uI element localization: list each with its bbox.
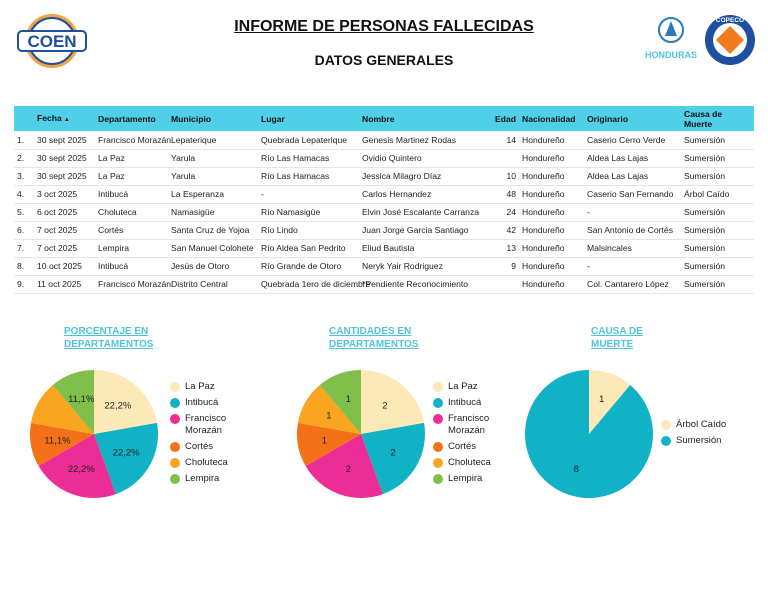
table-cell: *Pendiente Reconocimiento	[359, 275, 487, 293]
table-cell: 30 sept 2025	[34, 149, 95, 167]
table-header-row	[14, 106, 754, 131]
sort-ascending-icon[interactable]: ▲	[63, 116, 70, 123]
pie-slice[interactable]	[525, 370, 653, 498]
legend-swatch	[170, 442, 180, 452]
table-cell: 3 oct 2025	[34, 185, 95, 203]
legend-item[interactable]	[170, 473, 245, 485]
table-cell: Río Grande de Otoro	[258, 257, 359, 275]
legend-swatch	[433, 414, 443, 424]
table-cell: 7 oct 2025	[34, 239, 95, 257]
table-cell: Intibucá	[95, 257, 168, 275]
table-cell: Yarula	[168, 149, 258, 167]
col-lugar[interactable]: Lugar	[261, 113, 285, 124]
pie-data-label: 11,1%	[68, 394, 95, 406]
chart1-legend	[170, 381, 245, 489]
table-cell: Namasigüe	[168, 203, 258, 221]
table-cell: Sumersión	[681, 203, 754, 221]
table-cell: Hondureño	[519, 203, 584, 221]
chart1-title: PORCENTAJE EN DEPARTAMENTOS	[64, 326, 154, 350]
table-cell: 9.	[14, 275, 34, 293]
legend-label: Cortés	[448, 441, 476, 452]
chart2-title: CANTIDADES EN DEPARTAMENTOS	[329, 326, 419, 350]
table-cell: Hondureño	[519, 167, 584, 185]
table-cell: 7.	[14, 239, 34, 257]
legend-label: Francisco Morazán	[448, 413, 490, 436]
table-cell: 14	[487, 131, 519, 149]
legend-item[interactable]	[170, 413, 245, 437]
table-body	[14, 131, 754, 293]
table-cell: Ovidio Quintero	[359, 149, 487, 167]
legend-item[interactable]	[433, 457, 508, 469]
table-cell: Río Las Hamacas	[258, 167, 359, 185]
table-cell: Sumersión	[681, 239, 754, 257]
table-cell: Cortés	[95, 221, 168, 239]
legend-swatch	[433, 382, 443, 392]
table-cell: Intibucá	[95, 185, 168, 203]
legend-swatch	[433, 398, 443, 408]
col-nombre[interactable]: Nombre	[362, 113, 395, 124]
legend-swatch	[170, 382, 180, 392]
report-subtitle: DATOS GENERALES	[314, 52, 454, 68]
col-originario[interactable]: Originario	[587, 113, 629, 124]
table-cell: Árbol Caído	[681, 185, 754, 203]
table-cell: 11 oct 2025	[34, 275, 95, 293]
table-cell: Caserio Cerro Verde	[584, 131, 681, 149]
pie-data-label: 1	[599, 394, 605, 406]
legend-item[interactable]	[661, 419, 736, 431]
legend-item[interactable]	[170, 397, 245, 409]
pie-data-label: 2	[390, 447, 396, 459]
table-cell: 3.	[14, 167, 34, 185]
legend-label: Lempira	[448, 473, 483, 484]
col-municipio[interactable]: Municipio	[171, 113, 212, 124]
table-cell: Col. Cantarero López	[584, 275, 681, 293]
legend-label: Choluteca	[448, 457, 491, 468]
table-cell: 4.	[14, 185, 34, 203]
legend-swatch	[433, 458, 443, 468]
legend-label: La Paz	[448, 381, 478, 392]
table-cell: 24	[487, 203, 519, 221]
table-cell: Hondureño	[519, 185, 584, 203]
legend-item[interactable]	[433, 381, 508, 393]
table-cell: 48	[487, 185, 519, 203]
table-row[interactable]	[14, 257, 754, 275]
legend-item[interactable]	[433, 473, 508, 485]
table-cell: San Manuel Colohete	[168, 239, 258, 257]
table-cell: Francisco Morazán	[95, 131, 168, 149]
table-cell: Carlos Hernandez	[359, 185, 487, 203]
pie-data-label: 22,2%	[104, 400, 132, 412]
pie-data-label: 1	[345, 394, 351, 406]
table-cell: 10	[487, 167, 519, 185]
table-cell: Quebrada 1ero de diciembre	[258, 275, 359, 293]
table-cell: Sumersión	[681, 149, 754, 167]
table-cell: -	[584, 203, 681, 221]
table-cell: Juan Jorge Garcia Santiago	[359, 221, 487, 239]
legend-item[interactable]	[170, 441, 245, 453]
table-cell	[487, 275, 519, 293]
legend-label: La Paz	[185, 381, 215, 392]
table-cell: 30 sept 2025	[34, 167, 95, 185]
table-cell: 6.	[14, 221, 34, 239]
table-cell: Sumersión	[681, 131, 754, 149]
coen-logo-text: COEN	[27, 32, 77, 51]
table-cell: La Esperanza	[168, 185, 258, 203]
table-row[interactable]	[14, 131, 754, 149]
table-cell: Hondureño	[519, 149, 584, 167]
table-cell: Sumersión	[681, 275, 754, 293]
chart3-legend	[661, 419, 736, 451]
legend-swatch	[170, 414, 180, 424]
pie-slice[interactable]	[361, 370, 424, 434]
table-row[interactable]	[14, 221, 754, 239]
table-cell: Río Namasigüe	[258, 203, 359, 221]
table-cell: Río Lindo	[258, 221, 359, 239]
table-cell: Sumersión	[681, 257, 754, 275]
legend-label: Cortés	[185, 441, 213, 452]
pie-data-label: 8	[573, 463, 579, 475]
table-cell: La Paz	[95, 149, 168, 167]
table-cell: 30 sept 2025	[34, 131, 95, 149]
table-cell: Sumersión	[681, 221, 754, 239]
table-cell: Yarula	[168, 167, 258, 185]
table-cell: Genesis Martinez Rodas	[359, 131, 487, 149]
table-cell: Hondureño	[519, 239, 584, 257]
table-cell: 2.	[14, 149, 34, 167]
legend-swatch	[170, 474, 180, 484]
table-cell: Caserio San Fernando	[584, 185, 681, 203]
table-cell: Hondureño	[519, 221, 584, 239]
table-cell: Lepaterique	[168, 131, 258, 149]
pie-data-label: 1	[321, 435, 328, 447]
legend-swatch	[661, 436, 671, 446]
quantity-pie-chart	[295, 368, 427, 500]
table-cell: Jesús de Otoro	[168, 257, 258, 275]
report-title: INFORME DE PERSONAS FALLECIDAS	[234, 18, 534, 35]
table-row[interactable]	[14, 275, 754, 293]
table-cell: Hondureño	[519, 131, 584, 149]
legend-item[interactable]	[433, 413, 508, 437]
table-row[interactable]	[14, 149, 754, 167]
pie-data-label: 11,1%	[44, 435, 71, 447]
pie-data-label: 22,2%	[112, 447, 140, 459]
pie-data-label: 1	[326, 410, 332, 422]
table-cell: Malsincales	[584, 239, 681, 257]
table-cell: 9	[487, 257, 519, 275]
chart2-legend	[433, 381, 508, 489]
table-cell: Hondureño	[519, 257, 584, 275]
table-cell: 6 oct 2025	[34, 203, 95, 221]
col-index	[14, 106, 34, 131]
legend-label: Choluteca	[185, 457, 228, 468]
table-cell: Quebrada Lepaterique	[258, 131, 359, 149]
col-fecha[interactable]: Fecha ▲	[37, 112, 70, 123]
col-departamento[interactable]: Departamento	[98, 113, 156, 124]
table-cell: Eliud Bautista	[359, 239, 487, 257]
table-cell: La Paz	[95, 167, 168, 185]
legend-label: Intibucá	[448, 397, 482, 408]
table-cell: Distrito Central	[168, 275, 258, 293]
copeco-logo-text: COPECO	[715, 17, 745, 24]
legend-label: Intibucá	[185, 397, 219, 408]
legend-label: Lempira	[185, 473, 220, 484]
legend-label: Árbol Caído	[676, 419, 727, 430]
percentage-pie-chart	[28, 368, 160, 500]
table-cell: 10 oct 2025	[34, 257, 95, 275]
legend-swatch	[433, 442, 443, 452]
table-cell: 42	[487, 221, 519, 239]
cause-pie-chart	[523, 368, 655, 500]
table-cell: Aldea Las Lajas	[584, 167, 681, 185]
col-nacionalidad[interactable]: Nacionalidad	[522, 113, 576, 124]
legend-swatch	[170, 458, 180, 468]
table-cell: Sumersión	[681, 167, 754, 185]
table-row[interactable]	[14, 203, 754, 221]
pie-data-label: 2	[382, 400, 388, 412]
legend-item[interactable]	[433, 441, 508, 453]
legend-item[interactable]	[661, 435, 736, 447]
table-cell	[487, 149, 519, 167]
table-cell: -	[258, 185, 359, 203]
legend-label: Francisco Morazán	[185, 413, 227, 436]
table-cell: 7 oct 2025	[34, 221, 95, 239]
table-cell: Neryk Yair Rodriguez	[359, 257, 487, 275]
table-cell: Francisco Morazán	[95, 275, 168, 293]
honduras-logo-text: HONDURAS	[644, 50, 698, 60]
table-cell: Elvin José Escalante Carranza	[359, 203, 487, 221]
table-cell: 1.	[14, 131, 34, 149]
table-cell: Río Aldea San Pedrito	[258, 239, 359, 257]
pie-data-label: 2	[345, 463, 351, 475]
table-cell: Choluteca	[95, 203, 168, 221]
table-row[interactable]	[14, 185, 754, 203]
col-causa[interactable]: Causa de Muerte	[684, 108, 723, 129]
legend-item[interactable]	[170, 381, 245, 393]
table-cell: Lempira	[95, 239, 168, 257]
table-cell: 8.	[14, 257, 34, 275]
table-cell: Hondureño	[519, 275, 584, 293]
deaths-table	[14, 106, 754, 294]
table-row[interactable]	[14, 239, 754, 257]
table-cell: -	[584, 257, 681, 275]
table-cell: Jessica Milagro Díaz	[359, 167, 487, 185]
table-cell: 13	[487, 239, 519, 257]
legend-label: Sumersión	[676, 435, 722, 446]
table-cell: 5.	[14, 203, 34, 221]
legend-item[interactable]	[433, 397, 508, 409]
legend-swatch	[433, 474, 443, 484]
table-cell: Aldea Las Lajas	[584, 149, 681, 167]
table-cell: Río Las Hamacas	[258, 149, 359, 167]
table-row[interactable]	[14, 167, 754, 185]
legend-swatch	[661, 420, 671, 430]
col-edad[interactable]: Edad	[494, 113, 516, 124]
table-cell: Santa Cruz de Yojoa	[168, 221, 258, 239]
chart3-title: CAUSA DE MUERTE	[591, 326, 643, 350]
table-cell: San Antonio de Cortés	[584, 221, 681, 239]
legend-swatch	[170, 398, 180, 408]
legend-item[interactable]	[170, 457, 245, 469]
pie-data-label: 22,2%	[67, 463, 95, 475]
